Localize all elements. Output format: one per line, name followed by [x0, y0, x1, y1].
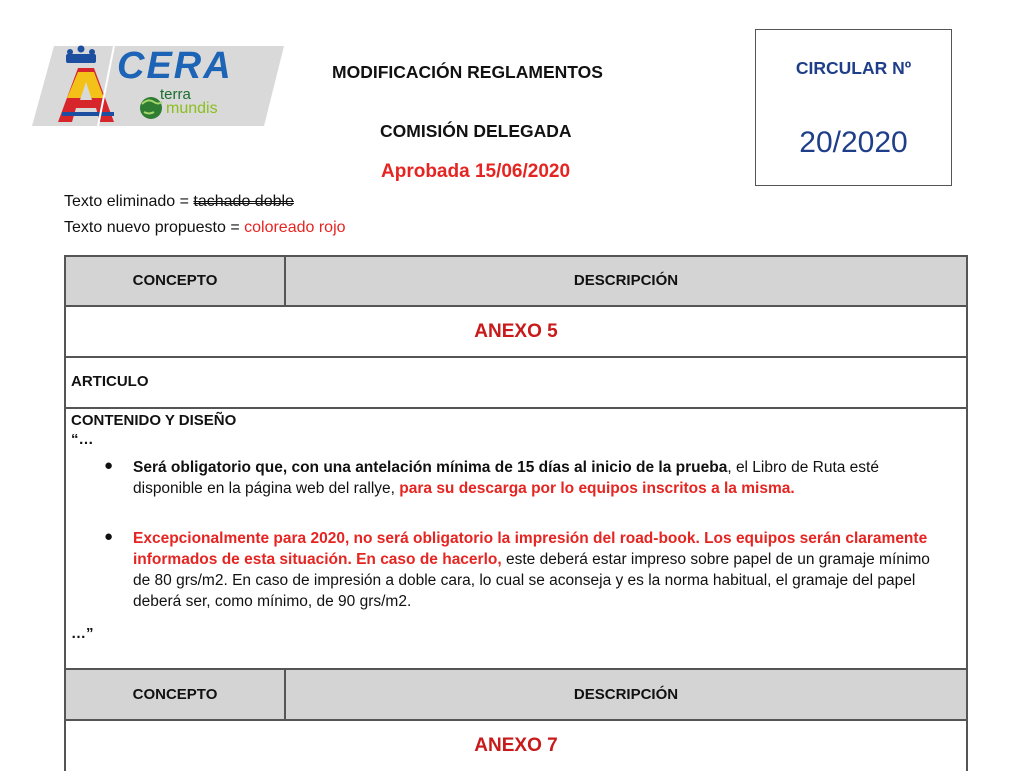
annex-title-2: ANEXO 7	[474, 735, 558, 756]
circular-number: 20/2020	[799, 126, 908, 159]
legend-removed	[64, 193, 294, 211]
table-line	[64, 255, 968, 257]
bullet-2-normal: este deberá estar impreso sobre papel de un gramaje mínimo de 80 grs/m2. En caso de impresión a doble cara, lo cual se aconseja y es la norma habitual, el gramaje del papel deberá ser, como mínimo, de 90 grs/m2.	[133, 551, 930, 610]
legend-new-label: Texto nuevo propuesto =	[64, 219, 245, 236]
document-subtitle: COMISIÓN DELEGADA	[380, 121, 572, 141]
legend-new-sample: coloreado rojo	[244, 219, 346, 236]
table-border-right	[966, 255, 968, 771]
table-line	[64, 356, 968, 358]
table-line	[64, 305, 968, 307]
legend-new	[64, 219, 346, 237]
bullet-item-1	[133, 457, 948, 499]
column-header-concepto-2: CONCEPTO	[132, 686, 218, 703]
table-line	[64, 719, 968, 721]
bullet-2-red: Excepcionalmente para 2020, no será obligatorio la impresión del road-book. Los equipos serán claramente informados de esta situación. En caso de hacerlo,	[133, 530, 928, 568]
circular-label: CIRCULAR Nº	[795, 58, 912, 78]
column-header-concepto: CONCEPTO	[132, 272, 218, 289]
open-quote: “…	[71, 431, 94, 448]
bullet-item-2	[133, 528, 948, 612]
close-quote: …”	[71, 625, 94, 642]
circular-box	[755, 29, 952, 186]
bullet-1-normal: , el Libro de Ruta esté disponible en la página web del rallye,	[133, 459, 879, 497]
logo-text-terra: terra	[160, 86, 191, 103]
bullet-marker: ●	[104, 457, 114, 474]
article-label: ARTICULO	[71, 373, 149, 390]
column-header-descripcion-2: DESCRIPCIÓN	[573, 686, 679, 703]
annex-title: ANEXO 5	[474, 321, 558, 342]
legend-removed-sample: tachado doble	[193, 193, 294, 210]
bullet-1-bold: Será obligatorio que, con una antelación mínima de 15 días al inicio de la prueba	[133, 459, 728, 476]
logo-text-cera: CERA	[117, 45, 233, 87]
bullet-1-red: para su descarga por lo equipos inscritos a la misma.	[399, 480, 795, 497]
section-title: CONTENIDO Y DISEÑO	[71, 412, 237, 429]
globe-icon	[140, 97, 162, 119]
legend-removed-label: Texto eliminado =	[64, 193, 194, 210]
table-line	[64, 668, 968, 670]
bullet-marker: ●	[104, 528, 114, 545]
column-header-descripcion: DESCRIPCIÓN	[573, 272, 679, 289]
table-line	[64, 407, 968, 409]
document-title: MODIFICACIÓN REGLAMENTOS	[332, 62, 603, 82]
logo-text-mundis: mundis	[166, 100, 218, 117]
approval-date: Aprobada 15/06/2020	[381, 161, 571, 182]
